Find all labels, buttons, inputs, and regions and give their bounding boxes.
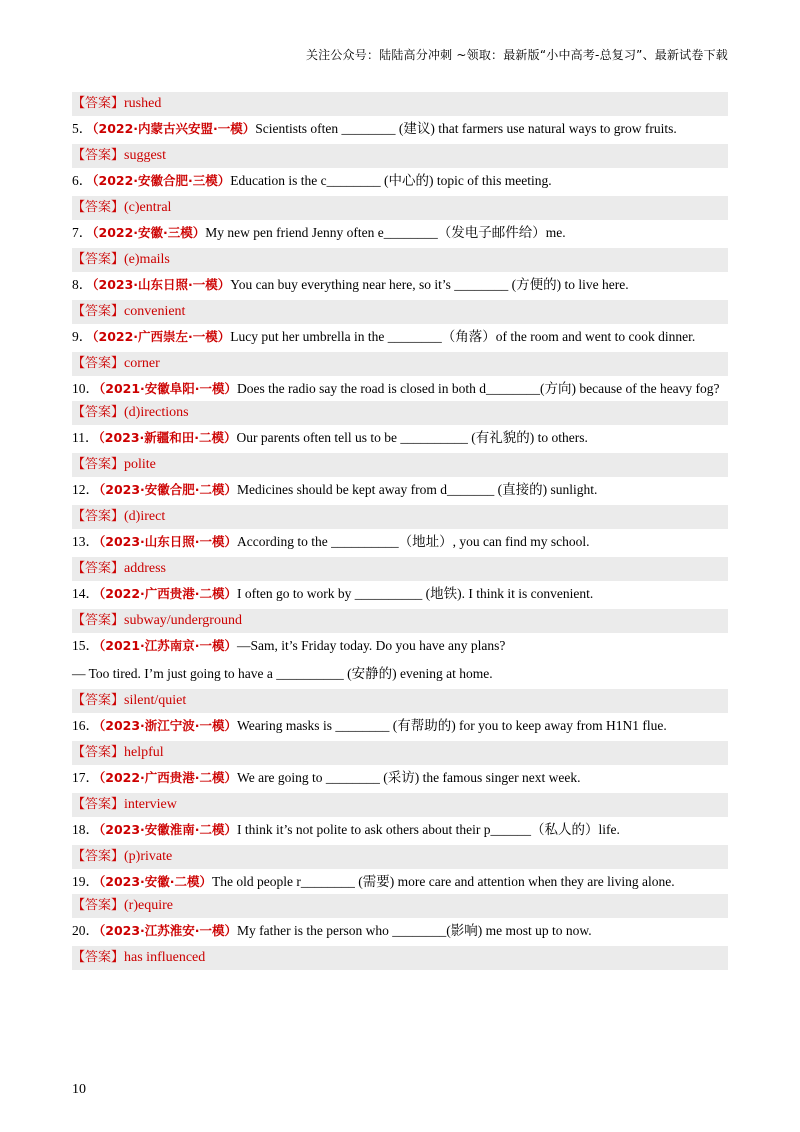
- content: [72, 92, 728, 970]
- answer-prefix: 【答案】: [72, 561, 125, 576]
- question-source: （2023·安徽·二模）: [99, 874, 213, 889]
- answer-value: (p)rivate: [124, 849, 173, 864]
- question-number: 9．: [72, 329, 93, 344]
- question-text: Scientists often ________ (建议) that farmers use natural ways to grow fruits.: [255, 121, 677, 136]
- answer-value: rushed: [124, 96, 162, 111]
- question-source: （2023·浙江宁波·一模）: [99, 718, 238, 733]
- answer-row: [72, 401, 728, 425]
- answer-prefix: 【答案】: [72, 252, 125, 267]
- answer-prefix: 【答案】: [72, 613, 125, 628]
- question-number: 11．: [72, 430, 99, 445]
- answer-prefix: 【答案】: [72, 693, 125, 708]
- question-text: Wearing masks is ________ (有帮助的) for you to keep away from H1N1 flue.: [237, 718, 667, 733]
- answer-row: [72, 557, 728, 581]
- question-number: 8．: [72, 277, 93, 292]
- answer-row: [72, 248, 728, 272]
- question: [72, 817, 728, 845]
- answer-row: [72, 144, 728, 168]
- answer-prefix: 【答案】: [72, 457, 125, 472]
- question-source: （2022·安徽·三模）: [92, 225, 206, 240]
- question-source: （2023·安徽淮南·二模）: [99, 822, 238, 837]
- page-number: 10: [72, 1082, 86, 1097]
- answer-value: (r)equire: [124, 898, 173, 913]
- question-text: You can buy everything near here, so it’s ________ (方便的) to live here.: [230, 277, 629, 292]
- answer-prefix: 【答案】: [72, 96, 125, 111]
- answer-value: polite: [124, 457, 156, 472]
- question-text: My new pen friend Jenny often e________（发电子邮件给）me.: [205, 225, 566, 240]
- question-number: 18．: [72, 822, 99, 837]
- answer-prefix: 【答案】: [72, 849, 125, 864]
- question-source: （2022·广西贵港·二模）: [99, 586, 238, 601]
- answer-value: interview: [124, 797, 177, 812]
- question-text: Medicines should be kept away from d_______ (直接的) sunlight.: [237, 482, 598, 497]
- answer-prefix: 【答案】: [72, 509, 125, 524]
- question-text: I think it’s not polite to ask others about their p______（私人的）life.: [237, 822, 620, 837]
- answer-value: (c)entral: [124, 200, 172, 215]
- question: [72, 220, 728, 248]
- page-header: 关注公众号：陆陆高分冲刺 ~领取：最新版“小中高考-总复习”、最新试卷下载: [305, 48, 728, 62]
- question-number: 10．: [72, 381, 99, 396]
- question-text: According to the __________（地址）, you can find my school.: [237, 534, 590, 549]
- answer-row: [72, 92, 728, 116]
- answer-value: suggest: [124, 148, 167, 163]
- question: [72, 376, 728, 401]
- answer-value: has influenced: [124, 950, 206, 965]
- answer-value: address: [124, 561, 167, 576]
- question-number: 15．: [72, 638, 99, 653]
- question-number: 6．: [72, 173, 93, 188]
- question: [72, 168, 728, 196]
- answer-value: corner: [124, 356, 160, 371]
- answer-prefix: 【答案】: [72, 148, 125, 163]
- answer-row: [72, 741, 728, 765]
- answer-value: helpful: [124, 745, 164, 760]
- question-text: Education is the c________ (中心的) topic of this meeting.: [230, 173, 552, 188]
- question: [72, 324, 728, 352]
- question-source: （2021·安徽阜阳·一模）: [99, 381, 238, 396]
- question-number: 16．: [72, 718, 99, 733]
- question-text: Does the radio say the road is closed in both d________(方向) because of the heavy fog?: [237, 381, 720, 396]
- answer-prefix: 【答案】: [72, 405, 125, 420]
- question: [72, 425, 728, 453]
- question: [72, 633, 728, 661]
- answer-row: [72, 689, 728, 713]
- answer-value: (d)irect: [124, 509, 166, 524]
- question-line: [72, 661, 728, 689]
- question-number: 14．: [72, 586, 99, 601]
- question-source: （2023·江苏淮安·一模）: [99, 923, 238, 938]
- question-source: （2023·安徽合肥·二模）: [99, 482, 238, 497]
- answer-row: [72, 352, 728, 376]
- answer-value: convenient: [124, 304, 186, 319]
- question-text: My father is the person who ________(影响) me most up to now.: [237, 923, 592, 938]
- question-number: 13．: [72, 534, 99, 549]
- answer-row: [72, 609, 728, 633]
- answer-row: [72, 453, 728, 477]
- question-text: —Sam, it’s Friday today. Do you have any plans?: [237, 638, 506, 653]
- answer-prefix: 【答案】: [72, 356, 125, 371]
- question-text: I often go to work by __________ (地铁). I think it is convenient.: [237, 586, 594, 601]
- question-source: （2023·山东日照·一模）: [99, 534, 238, 549]
- answer-prefix: 【答案】: [72, 898, 125, 913]
- answer-value: subway/underground: [124, 613, 242, 628]
- answer-prefix: 【答案】: [72, 797, 125, 812]
- answer-prefix: 【答案】: [72, 200, 125, 215]
- question-number: 7．: [72, 225, 93, 240]
- answer-row: [72, 300, 728, 324]
- question: [72, 918, 728, 946]
- question-number: 17．: [72, 770, 99, 785]
- question: [72, 116, 728, 144]
- answer-row: [72, 946, 728, 970]
- question: [72, 581, 728, 609]
- answer-row: [72, 196, 728, 220]
- question-source: （2021·江苏南京·一模）: [99, 638, 238, 653]
- question-text: Lucy put her umbrella in the ________（角落）of the room and went to cook dinner.: [230, 329, 696, 344]
- question-source: （2022·广西崇左·一模）: [92, 329, 231, 344]
- question: [72, 713, 728, 741]
- question-number: 5．: [72, 121, 93, 136]
- question-number: 19．: [72, 874, 99, 889]
- question-source: （2023·山东日照·一模）: [92, 277, 231, 292]
- question-source: （2022·安徽合肥·三模）: [92, 173, 231, 188]
- question-number: 12．: [72, 482, 99, 497]
- answer-row: [72, 845, 728, 869]
- question: [72, 272, 728, 300]
- question-source: （2022·广西贵港·二模）: [99, 770, 238, 785]
- answer-row: [72, 793, 728, 817]
- question-source: （2022·内蒙古兴安盟·一模）: [92, 121, 256, 136]
- answer-value: (e)mails: [124, 252, 170, 267]
- question-number: 20．: [72, 923, 99, 938]
- question-source: （2023·新疆和田·二模）: [98, 430, 237, 445]
- answer-value: (d)irections: [124, 405, 189, 420]
- question: [72, 869, 728, 894]
- question: [72, 765, 728, 793]
- question-text: We are going to ________ (采访) the famous singer next week.: [237, 770, 581, 785]
- question: [72, 529, 728, 557]
- answer-value: silent/quiet: [124, 693, 187, 708]
- question-text: Our parents often tell us to be __________ (有礼貌的) to others.: [236, 430, 588, 445]
- question-text: — Too tired. I’m just going to have a __________ (安静的) evening at home.: [72, 666, 493, 681]
- answer-row: [72, 505, 728, 529]
- question: [72, 477, 728, 505]
- answer-prefix: 【答案】: [72, 745, 125, 760]
- answer-prefix: 【答案】: [72, 304, 125, 319]
- answer-prefix: 【答案】: [72, 950, 125, 965]
- answer-row: [72, 894, 728, 918]
- question-text: The old people r________ (需要) more care and attention when they are living alone.: [212, 874, 675, 889]
